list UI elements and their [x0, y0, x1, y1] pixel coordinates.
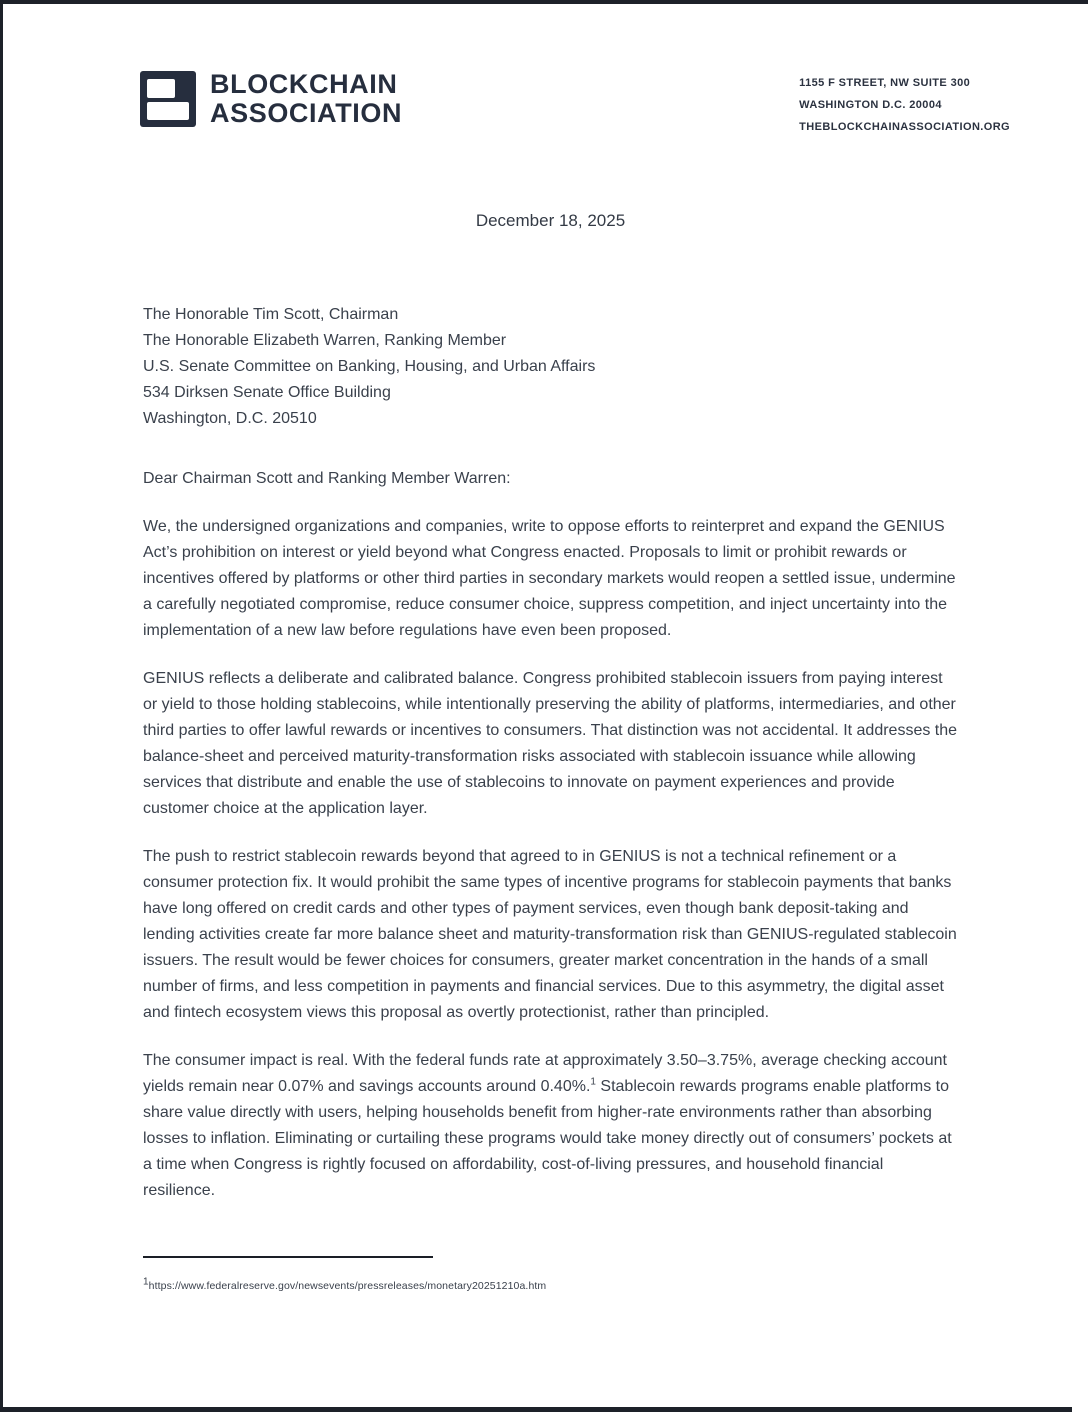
letterhead: [0, 0, 1088, 138]
address-street: 1155 F STREET, NW SUITE 300: [799, 77, 971, 89]
address-city: WASHINGTON D.C. 20004: [799, 99, 942, 111]
recipient-line: Washington, D.C. 20510: [143, 410, 317, 427]
footnote-marker: 1: [143, 1276, 149, 1288]
letter-body: [0, 208, 1088, 1204]
recipient-line: 534 Dirksen Senate Office Building: [143, 384, 391, 401]
blockchain-association-logo-icon: [140, 71, 196, 127]
logo-wordmark: [210, 70, 402, 128]
footnote-divider: [143, 1256, 433, 1258]
paragraph-4: [143, 1048, 958, 1204]
logo-wordmark-line2: ASSOCIATION: [210, 98, 403, 128]
footnote-url: https://www.federalreserve.gov/newsevents/pressreleases/monetary20251210a.htm: [148, 1280, 547, 1292]
paragraph-2: GENIUS reflects a deliberate and calibrated balance. Congress prohibited stablecoin issuers from paying interest or yield to those holding stablecoins, while intentionally preserving the ability of platforms, intermediaries, and other third parties to offer lawful rewards or incentives to consumers. That distinction was not accidental. It addresses the balance-sheet and perceived maturity-transformation risks associated with stablecoin issuance while allowing services that distribute and enable the use of stablecoins to innovate on payment experiences and provide customer choice at the application layer.: [143, 670, 958, 817]
letterhead-address: [799, 70, 1010, 138]
paragraph-1: We, the undersigned organizations and companies, write to oppose efforts to reinterpret and expand the GENIUS Act’s prohibition on interest or yield beyond what Congress enacted. Proposals to limit or prohibit rewards or incentives offered by platforms or other third parties in secondary markets would reopen a settled issue, undermine a carefully negotiated compromise, reduce consumer choice, suppress competition, and inject uncertainty into the implementation of a new law before regulations have even been proposed.: [143, 518, 956, 639]
recipient-line: The Honorable Tim Scott, Chairman: [143, 306, 399, 323]
paragraph-4-after-ref: Stablecoin rewards programs enable platforms to share value directly with users, helping households benefit from higher-rate environments rather than absorbing losses to inflation. Eliminating or curtailing these programs would take money directly out of consumers’ pockets at a time when Congress is rightly focused on affordability, cost-of-living pressures, and household financial resilience.: [143, 1078, 952, 1199]
salutation: Dear Chairman Scott and Ranking Member Warren:: [143, 470, 511, 487]
recipient-line: U.S. Senate Committee on Banking, Housing, and Urban Affairs: [143, 358, 596, 375]
footnote-section: [143, 1256, 961, 1292]
recipient-line: The Honorable Elizabeth Warren, Ranking Member: [143, 332, 507, 349]
page-border-left: [0, 0, 3, 1412]
paragraph-4-before-ref: The consumer impact is real. With the federal funds rate at approximately 3.50–3.75%, average checking account yields remain near 0.07% and savings accounts around 0.40%.: [143, 1052, 947, 1095]
page-border-bottom: [0, 1407, 1072, 1412]
logo-wordmark-line1: BLOCKCHAIN: [210, 69, 398, 99]
page-border-top: [0, 0, 1088, 4]
paragraph-3: The push to restrict stablecoin rewards beyond that agreed to in GENIUS is not a technical refinement or a consumer protection fix. It would prohibit the same types of incentive programs for stablecoin payments that banks have long offered on credit cards and other types of payment services, even though bank deposit-taking and lending activities create far more balance sheet and maturity-transformation risk than GENIUS-regulated stablecoin issuers. The result would be fewer choices for consumers, greater market concentration in the hands of a small number of firms, and less competition in payments and financial services. Due to this asymmetry, the digital asset and fintech ecosystem views this proposal as overtly protectionist, rather than principled.: [143, 848, 957, 1021]
letter-date: December 18, 2025: [475, 211, 626, 230]
footnote-text: [143, 1276, 961, 1292]
blockchain-association-logo: [140, 70, 402, 128]
recipient-block: [143, 302, 958, 432]
footnote-reference: 1: [590, 1076, 596, 1088]
address-website: THEBLOCKCHAINASSOCIATION.ORG: [799, 121, 1010, 133]
